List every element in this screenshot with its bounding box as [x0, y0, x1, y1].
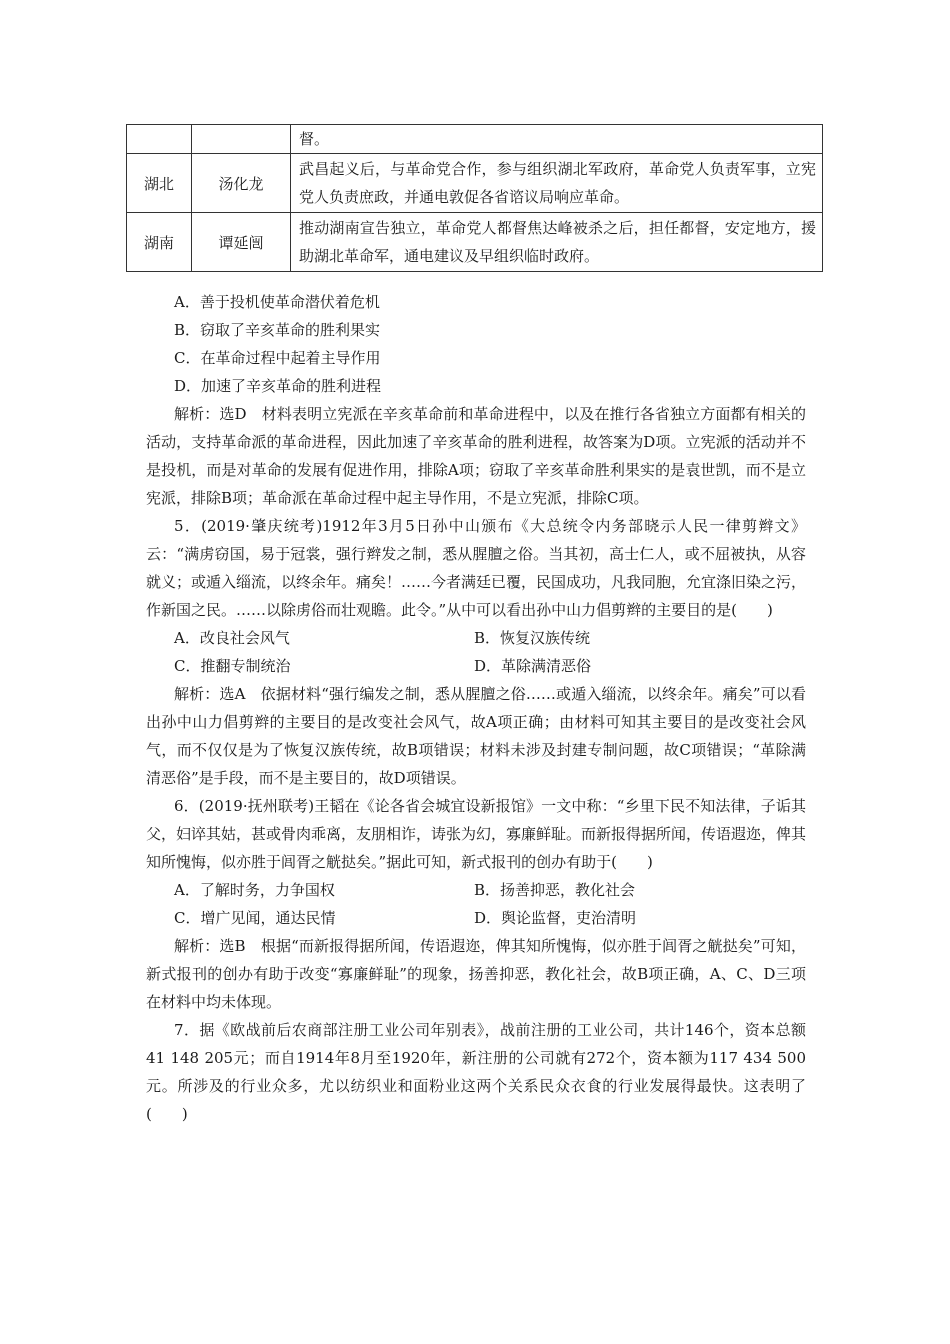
q6-option-d: D．舆论监督，吏治清明	[474, 909, 637, 927]
q6-options-row-1	[146, 876, 806, 904]
constitutionalist-table	[126, 124, 823, 272]
q5-analysis: 解析：选A 依据材料“强行编发之制，悉从腥膻之俗……或遁入缁流，以终余年。痛矣”可以看出孙中山力倡剪辫的主要目的是改变社会风气，故A项正确；由材料可知其主要目的是改变社会风气，而不仅仅是为了恢复汉族传统，故B项错误；材料未涉及封建专制问题，故C项错误；“革除满清恶俗”是手段，而不是主要目的，故D项错误。	[146, 685, 806, 787]
table-row	[127, 154, 823, 213]
q6-options-row-2	[146, 904, 806, 932]
q5-option-a: A．改良社会风气	[174, 629, 290, 647]
q6-option-b: B．扬善抑恶，教化社会	[474, 881, 636, 899]
province-cell: 湖北	[127, 154, 192, 213]
province-cell	[127, 125, 192, 154]
q5-option-b: B．恢复汉族传统	[474, 629, 591, 647]
q4-analysis: 解析：选D 材料表明立宪派在辛亥革命前和革命进程中，以及在推行各省独立方面都有相关的活动，支持革命派的革命进程，因此加速了辛亥革命的胜利进程，故答案为D项。立宪派的活动并不是投机，而是对革命的发展有促进作用，排除A项；窃取了辛亥革命胜利果实的是袁世凯，而不是立宪派，排除B项；革命派在革命过程中起主导作用，不是立宪派，排除C项。	[146, 405, 806, 507]
q4-option-a: A．善于投机使革命潜伏着危机	[174, 293, 380, 311]
q6-analysis: 解析：选B 根据“而新报得据所闻，传语遐迩，俾其知所愧悔，似亦胜于闾胥之觥挞矣”可知，新式报刊的创办有助于改变“寡廉鲜耻”的现象，扬善抑恶，教化社会，故B项正确，A、C、D三项在材料中均未体现。	[146, 937, 806, 1011]
detail-cell: 武昌起义后，与革命党合作，参与组织湖北军政府，革命党人负责军事，立宪党人负责庶政，并通电敦促各省谘议局响应革命。	[291, 154, 823, 213]
q6-option-a: A．了解时务，力争国权	[174, 881, 335, 899]
q5-option-d: D．革除满清恶俗	[474, 657, 592, 675]
q5-options-row-1	[146, 624, 806, 652]
question-body	[146, 288, 806, 1128]
q5-options-row-2	[146, 652, 806, 680]
table-row	[127, 213, 823, 272]
person-cell	[192, 125, 291, 154]
q7-stem: 7．据《欧战前后农商部注册工业公司年别表》，战前注册的工业公司，共计146个，资本总额41 148 205元；而自1914年8月至1920年，新注册的公司就有272个，资本额为117 434 500元。所涉及的行业众多，尤以纺织业和面粉业这两个关系民众衣食的行业发展得最快。这表明了( )	[146, 1021, 806, 1123]
detail-cell: 推动湖南宣告独立，革命党人都督焦达峰被杀之后，担任都督，安定地方，援助湖北革命军，通电建议及早组织临时政府。	[291, 213, 823, 272]
q5-stem: 5．(2019·肇庆统考)1912年3月5日孙中山颁布《大总统令内务部晓示人民一律剪辫文》云：“满虏窃国，易于冠裳，强行辫发之制，悉从腥膻之俗。当其初，高士仁人，或不屈被执，从容就义；或遁入缁流，以终余年。痛矣！……今者满廷已覆，民国成功，凡我同胞，允宜涤旧染之污，作新国之民。……以除虏俗而壮观瞻。此令。”从中可以看出孙中山力倡剪辫的主要目的是( )	[146, 517, 807, 619]
table-row	[127, 125, 823, 154]
q4-option-d: D．加速了辛亥革命的胜利进程	[174, 377, 382, 395]
q6-option-c: C．增广见闻，通达民情	[174, 909, 336, 927]
province-cell: 湖南	[127, 213, 192, 272]
q4-option-c: C．在革命过程中起着主导作用	[174, 349, 381, 367]
person-cell: 谭延闿	[192, 213, 291, 272]
q5-option-c: C．推翻专制统治	[174, 657, 291, 675]
q4-option-b: B．窃取了辛亥革命的胜利果实	[174, 321, 381, 339]
detail-cell: 督。	[291, 125, 823, 154]
person-cell: 汤化龙	[192, 154, 291, 213]
q6-stem: 6．(2019·抚州联考)王韬在《论各省会城宜设新报馆》一文中称：“乡里下民不知法律，子诟其父，妇谇其姑，甚或骨肉乖离，友朋相诈，诪张为幻，寡廉鲜耻。而新报得据所闻，传语遐迩，俾其知所愧悔，似亦胜于闾胥之觥挞矣。”据此可知，新式报刊的创办有助于( )	[146, 797, 807, 871]
